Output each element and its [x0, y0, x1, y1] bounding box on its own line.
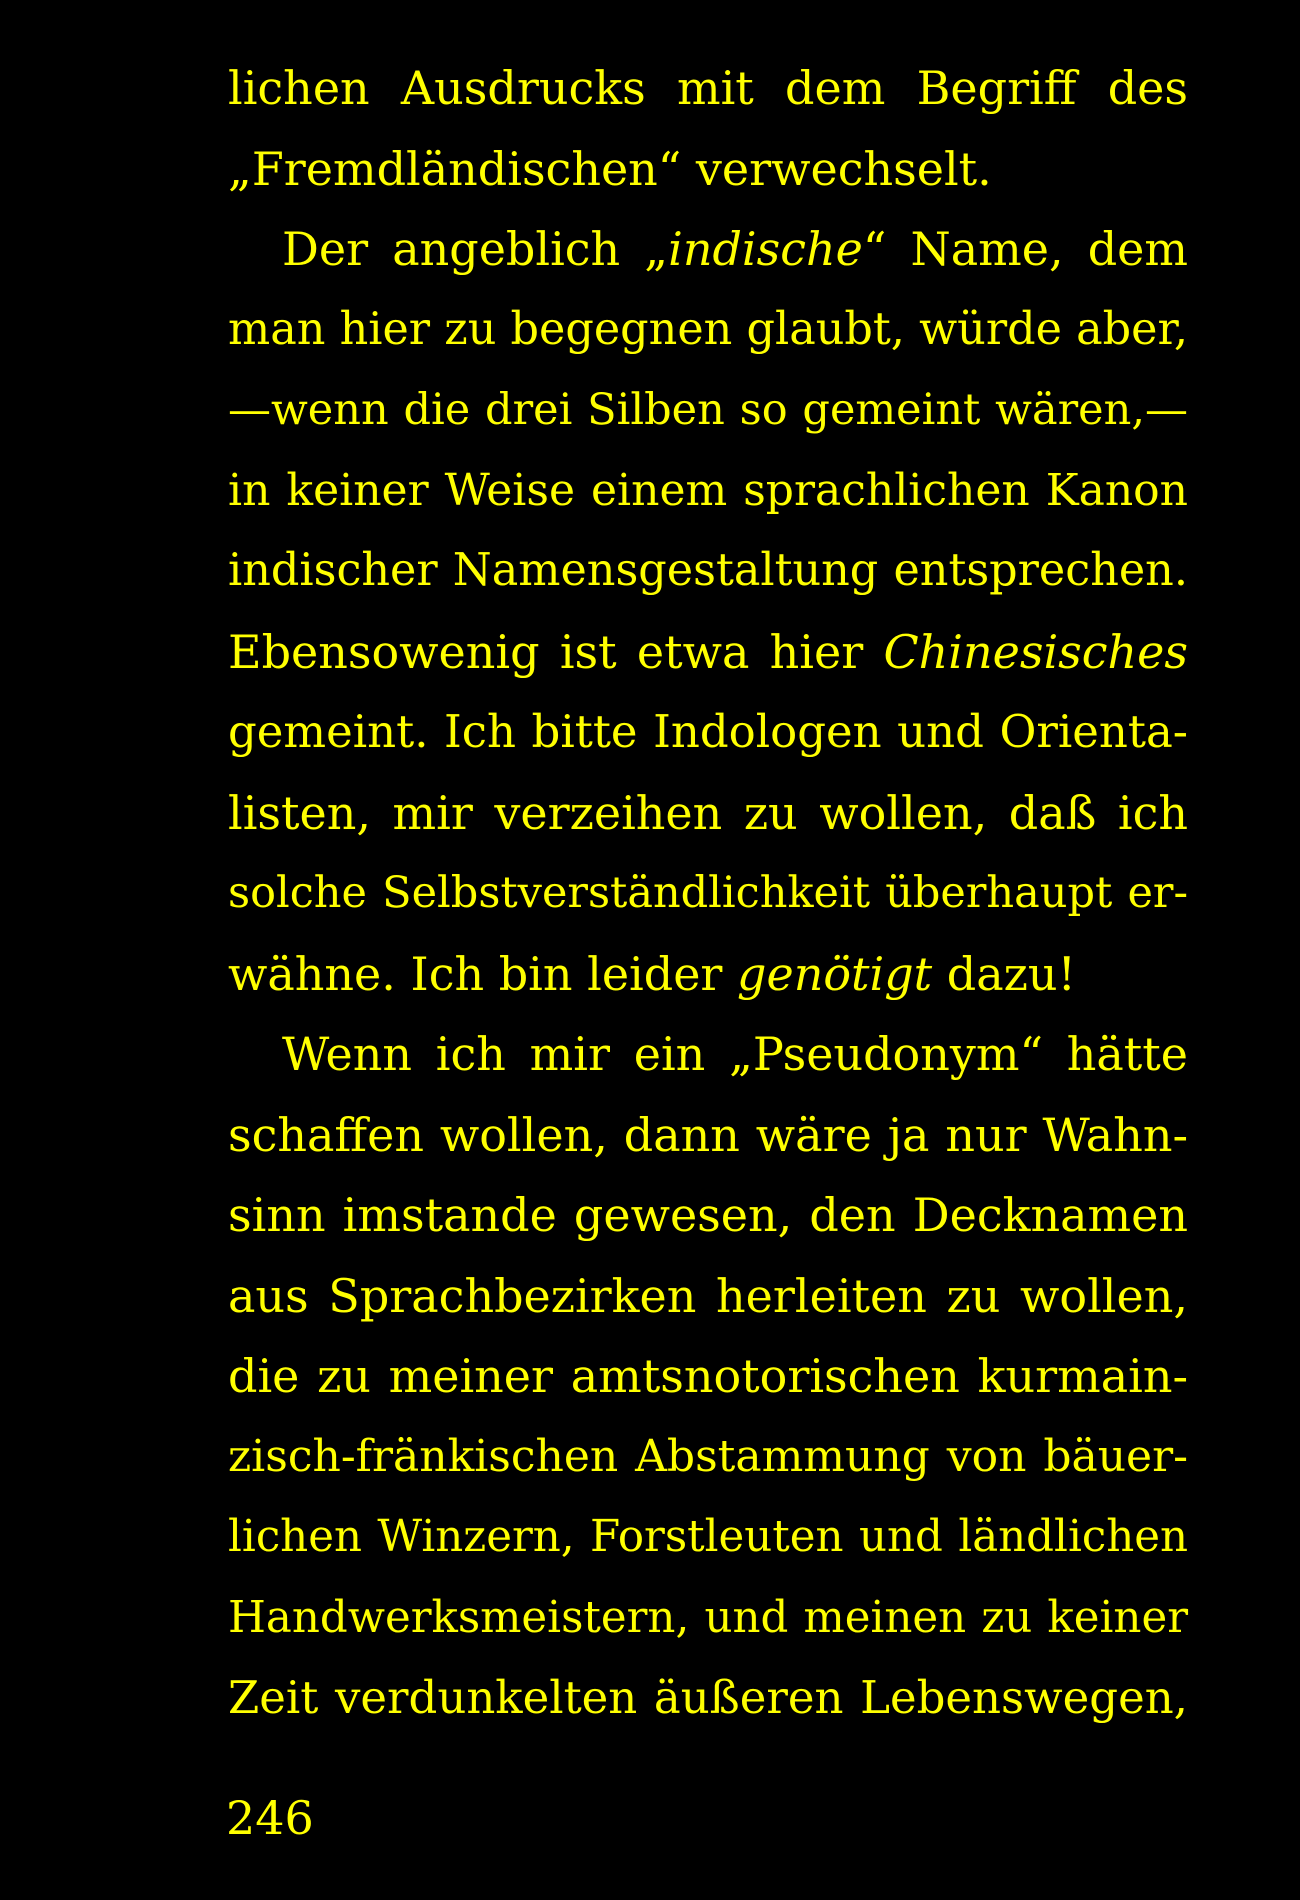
paragraph-start-line: Der angeblich „indische“ Name, dem	[282, 222, 1188, 276]
text-line: aus Sprachbezirken herleiten zu wollen,	[228, 1268, 1188, 1323]
page-number: 246	[226, 1791, 314, 1845]
text-line: wähne. Ich bin leider genötigt dazu!	[228, 946, 1077, 1001]
text-line: die zu meiner amtsnotorischen kurmain-	[228, 1349, 1188, 1403]
text-line: listen, mir verzeihen zu wollen, daß ich	[228, 785, 1188, 840]
text-line: man hier zu begegnen glaubt, würde aber,	[228, 303, 1188, 355]
text-line: lichen Winzern, Forstleuten und ländlichen	[228, 1512, 1188, 1562]
text-line: schaffen wollen, dann wäre ja nur Wahn-	[228, 1107, 1188, 1162]
italic-word: indische	[668, 222, 863, 276]
text-line: zisch-fränkischen Abstammung von bäuer-	[228, 1430, 1188, 1482]
text-line: sinn imstande gewesen, den Decknamen	[228, 1188, 1188, 1242]
italic-word: genötigt	[737, 946, 933, 1001]
text-line: —wenn die drei Silben so gemeint wären,—	[228, 385, 1188, 435]
text-line: indischer Namensgestaltung entsprechen.	[228, 545, 1188, 596]
italic-word: Chinesisches	[883, 624, 1188, 679]
text-line: Ebensowenig ist etwa hier Chinesisches	[228, 624, 1188, 679]
text-line: Handwerksmeistern, und meinen zu keiner	[228, 1592, 1188, 1643]
text-line: Zeit verdunkelten äußeren Lebenswegen,	[228, 1671, 1188, 1724]
text-line: gemeint. Ich bitte Indologen und Orienta-	[228, 705, 1188, 758]
text-line: lichen Ausdrucks mit dem Begriff des	[228, 61, 1188, 115]
paragraph-start-line: Wenn ich mir ein „Pseudonym“ hätte	[282, 1027, 1188, 1081]
text-line: solche Selbstverständlichkeit überhaupt er-	[228, 868, 1188, 918]
text-line: in keiner Weise einem sprachlichen Kanon	[228, 464, 1188, 516]
body-text	[228, 48, 1188, 1739]
text-line: „Fremdländischen“ verwechselt.	[228, 141, 992, 196]
